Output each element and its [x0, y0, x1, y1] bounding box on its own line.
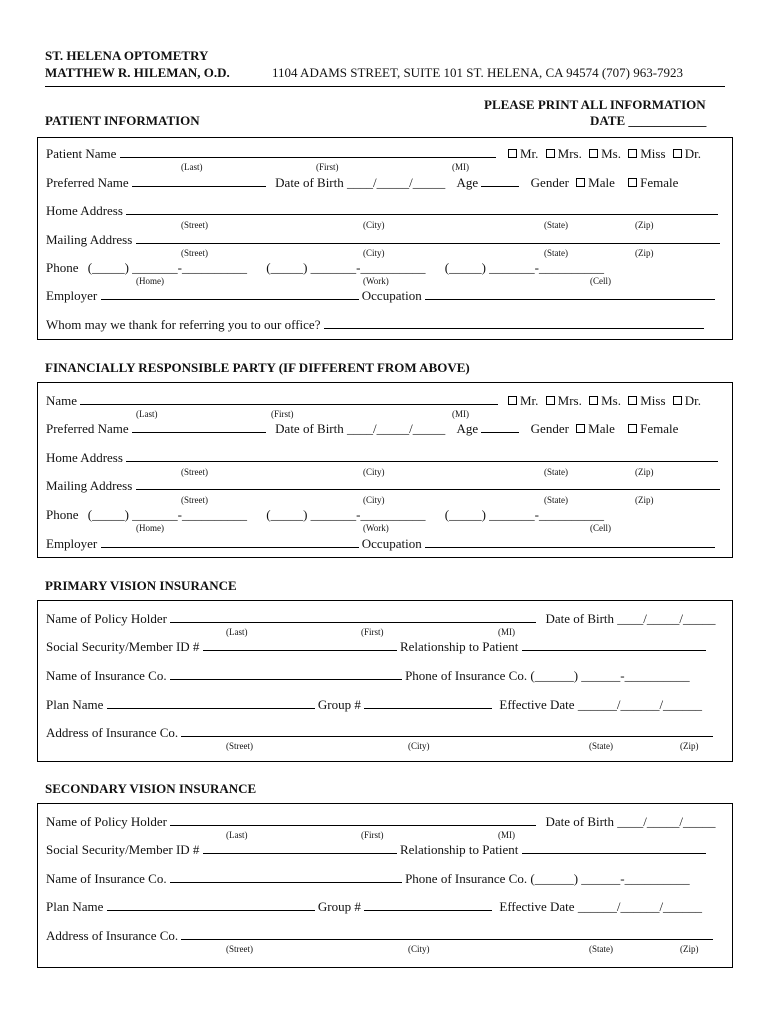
phone-row	[46, 260, 604, 276]
work-phone-field[interactable]: (_____) _______-__________	[266, 260, 426, 275]
age-field[interactable]	[481, 421, 519, 433]
ins-dob-label: Date of Birth	[545, 814, 615, 829]
plan-name-field[interactable]	[107, 697, 315, 709]
mr-label: Mr.	[520, 146, 539, 161]
male-label: Male	[588, 421, 615, 436]
mrs-checkbox[interactable]	[546, 149, 555, 158]
state-caption: (State)	[544, 220, 568, 230]
doctor-name: MATTHEW R. HILEMAN, O.D.	[45, 65, 230, 80]
male-checkbox[interactable]	[576, 424, 585, 433]
miss-checkbox[interactable]	[628, 149, 637, 158]
relationship-label: Relationship to Patient	[399, 639, 519, 654]
home-address-row	[46, 203, 718, 219]
dob-label: Date of Birth	[275, 175, 344, 190]
phone-label: Phone	[46, 260, 79, 275]
dr-checkbox[interactable]	[673, 396, 682, 405]
home-caption: (Home)	[136, 276, 164, 286]
last-caption: (Last)	[181, 162, 203, 172]
effective-date-field[interactable]: ______/______/______	[577, 697, 703, 712]
mailing-address-label: Mailing Address	[46, 232, 133, 247]
section-title-primary: PRIMARY VISION INSURANCE	[45, 578, 237, 593]
referral-row	[46, 317, 704, 333]
street-caption: (Street)	[226, 741, 253, 751]
ins-phone-field[interactable]: (______) ______-__________	[530, 871, 690, 886]
state-caption: (State)	[544, 248, 568, 258]
sec-ins-co-row	[46, 871, 690, 887]
ms-label: Ms.	[601, 146, 621, 161]
sec-address-row	[46, 928, 713, 944]
zip-caption: (Zip)	[635, 248, 654, 258]
male-label: Male	[588, 175, 615, 190]
plan-name-label: Plan Name	[46, 697, 104, 712]
first-caption: (First)	[361, 627, 384, 637]
female-checkbox[interactable]	[628, 178, 637, 187]
effective-date-field[interactable]: ______/______/______	[577, 899, 703, 914]
zip-caption: (Zip)	[635, 220, 654, 230]
fin-home-address-row	[46, 450, 718, 466]
practice-address: 1104 ADAMS STREET, SUITE 101 ST. HELENA, CA 94574 (707) 963-7923	[272, 65, 684, 80]
home-address-label: Home Address	[46, 203, 123, 218]
policy-holder-label: Name of Policy Holder	[46, 611, 167, 626]
mi-caption: (MI)	[498, 830, 515, 840]
city-caption: (City)	[408, 944, 430, 954]
preferred-name-label: Preferred Name	[46, 175, 129, 190]
group-label: Group #	[317, 697, 361, 712]
ins-co-label: Name of Insurance Co.	[46, 871, 167, 886]
sec-plan-row	[46, 899, 702, 915]
pri-policy-row	[46, 611, 716, 627]
occupation-field[interactable]	[425, 288, 715, 300]
fin-name-row	[46, 393, 498, 409]
gender-label: Gender	[530, 175, 569, 190]
effective-date-label: Effective Date	[499, 697, 575, 712]
employer-field[interactable]	[101, 288, 359, 300]
policy-holder-label: Name of Policy Holder	[46, 814, 167, 829]
employer-label: Employer	[46, 536, 98, 551]
ins-dob-field[interactable]: ____/_____/_____	[617, 611, 716, 626]
ins-phone-label: Phone of Insurance Co.	[405, 871, 528, 886]
plan-name-label: Plan Name	[46, 899, 104, 914]
age-field[interactable]	[481, 175, 519, 187]
state-caption: (State)	[544, 495, 568, 505]
phone-label: Phone	[46, 507, 79, 522]
group-field[interactable]	[364, 697, 492, 709]
mi-caption: (MI)	[498, 627, 515, 637]
zip-caption: (Zip)	[635, 495, 654, 505]
ins-address-label: Address of Insurance Co.	[46, 928, 179, 943]
work-caption: (Work)	[363, 276, 389, 286]
mailing-address-label: Mailing Address	[46, 478, 133, 493]
dr-label: Dr.	[684, 146, 702, 161]
preferred-name-label: Preferred Name	[46, 421, 129, 436]
fin-name-label: Name	[46, 393, 78, 408]
dr-checkbox[interactable]	[673, 149, 682, 158]
mailing-address-field[interactable]	[136, 232, 720, 244]
plan-name-field[interactable]	[107, 899, 315, 911]
dob-label: Date of Birth	[275, 421, 344, 436]
cell-phone-field[interactable]: (_____) _______-__________	[444, 507, 604, 522]
relationship-field[interactable]	[522, 842, 706, 854]
mrs-label: Mrs.	[557, 393, 582, 408]
ssn-field[interactable]	[203, 639, 397, 651]
cell-caption: (Cell)	[590, 276, 611, 286]
home-address-field[interactable]	[126, 203, 718, 215]
miss-label: Miss	[640, 393, 666, 408]
miss-label: Miss	[640, 146, 666, 161]
mi-caption: (MI)	[452, 409, 469, 419]
employer-field[interactable]	[101, 536, 359, 548]
mailing-address-field[interactable]	[136, 478, 720, 490]
dob-field[interactable]: ____/_____/_____	[347, 175, 446, 190]
patient-title-options	[508, 146, 701, 162]
ms-checkbox[interactable]	[589, 396, 598, 405]
home-phone-field[interactable]: (_____) _______-__________	[87, 507, 247, 522]
sec-policy-row	[46, 814, 716, 830]
fin-preferred-row	[46, 421, 678, 437]
ins-co-field[interactable]	[170, 871, 402, 883]
preferred-name-field[interactable]	[132, 421, 266, 433]
referral-label: Whom may we thank for referring you to our office?	[46, 317, 321, 332]
city-caption: (City)	[363, 467, 385, 477]
male-checkbox[interactable]	[576, 178, 585, 187]
patient-info-box	[37, 137, 733, 340]
ins-dob-field[interactable]: ____/_____/_____	[617, 814, 716, 829]
city-caption: (City)	[363, 220, 385, 230]
section-title-financial: FINANCIALLY RESPONSIBLE PARTY (IF DIFFERENT FROM ABOVE)	[45, 360, 470, 375]
employer-label: Employer	[46, 288, 98, 303]
dob-field[interactable]: ____/_____/_____	[347, 421, 446, 436]
policy-holder-field[interactable]	[170, 814, 536, 826]
state-caption: (State)	[544, 467, 568, 477]
female-label: Female	[640, 175, 679, 190]
first-caption: (First)	[271, 409, 294, 419]
street-caption: (Street)	[181, 495, 208, 505]
group-label: Group #	[317, 899, 361, 914]
mrs-label: Mrs.	[557, 146, 582, 161]
miss-checkbox[interactable]	[628, 396, 637, 405]
ins-address-field[interactable]	[181, 928, 713, 940]
preferred-name-row	[46, 175, 678, 191]
work-caption: (Work)	[363, 523, 389, 533]
street-caption: (Street)	[226, 944, 253, 954]
first-caption: (First)	[361, 830, 384, 840]
mr-label: Mr.	[520, 393, 539, 408]
gender-label: Gender	[530, 421, 569, 436]
home-address-label: Home Address	[46, 450, 123, 465]
first-caption: (First)	[316, 162, 339, 172]
fin-name-field[interactable]	[80, 393, 498, 405]
financial-party-box	[37, 382, 733, 558]
relationship-field[interactable]	[522, 639, 706, 651]
zip-caption: (Zip)	[680, 741, 699, 751]
effective-date-label: Effective Date	[499, 899, 575, 914]
mrs-checkbox[interactable]	[546, 396, 555, 405]
patient-name-label: Patient Name	[46, 146, 117, 161]
policy-holder-field[interactable]	[170, 611, 536, 623]
city-caption: (City)	[363, 248, 385, 258]
cell-phone-field[interactable]: (_____) _______-__________	[444, 260, 604, 275]
practice-name: ST. HELENA OPTOMETRY	[45, 48, 209, 63]
date-field[interactable]: DATE ____________	[590, 113, 707, 128]
print-note: PLEASE PRINT ALL INFORMATION	[484, 97, 706, 112]
patient-name-field[interactable]	[120, 146, 496, 158]
occupation-label: Occupation	[361, 288, 422, 303]
relationship-label: Relationship to Patient	[399, 842, 519, 857]
female-checkbox[interactable]	[628, 424, 637, 433]
occupation-field[interactable]	[425, 536, 715, 548]
home-caption: (Home)	[136, 523, 164, 533]
secondary-insurance-box	[37, 803, 733, 968]
ins-phone-label: Phone of Insurance Co.	[405, 668, 528, 683]
street-caption: (Street)	[181, 467, 208, 477]
mr-checkbox[interactable]	[508, 149, 517, 158]
fin-title-options	[508, 393, 701, 409]
header-divider	[45, 86, 725, 87]
fin-phone-row	[46, 507, 604, 523]
ins-phone-field[interactable]: (______) ______-__________	[530, 668, 690, 683]
fin-employer-row	[46, 536, 715, 552]
ssn-label: Social Security/Member ID #	[46, 639, 200, 654]
work-phone-field[interactable]: (_____) _______-__________	[266, 507, 426, 522]
cell-caption: (Cell)	[590, 523, 611, 533]
pri-ins-co-row	[46, 668, 690, 684]
section-title-patient: PATIENT INFORMATION	[45, 113, 200, 128]
mailing-address-row	[46, 232, 720, 248]
street-caption: (Street)	[181, 220, 208, 230]
fin-mailing-address-row	[46, 478, 720, 494]
home-address-field[interactable]	[126, 450, 718, 462]
mr-checkbox[interactable]	[508, 396, 517, 405]
street-caption: (Street)	[181, 248, 208, 258]
city-caption: (City)	[408, 741, 430, 751]
city-caption: (City)	[363, 495, 385, 505]
pri-address-row	[46, 725, 713, 741]
age-label: Age	[456, 175, 479, 190]
pri-plan-row	[46, 697, 702, 713]
primary-insurance-box	[37, 600, 733, 762]
state-caption: (State)	[589, 944, 613, 954]
home-phone-field[interactable]: (_____) _______-__________	[87, 260, 247, 275]
patient-name-row	[46, 146, 496, 162]
zip-caption: (Zip)	[680, 944, 699, 954]
ssn-label: Social Security/Member ID #	[46, 842, 200, 857]
mi-caption: (MI)	[452, 162, 469, 172]
pri-ssn-row	[46, 639, 706, 655]
ssn-field[interactable]	[203, 842, 397, 854]
sec-ssn-row	[46, 842, 706, 858]
section-title-secondary: SECONDARY VISION INSURANCE	[45, 781, 257, 796]
ms-checkbox[interactable]	[589, 149, 598, 158]
ins-dob-label: Date of Birth	[545, 611, 615, 626]
last-caption: (Last)	[226, 627, 248, 637]
dr-label: Dr.	[684, 393, 702, 408]
ins-address-field[interactable]	[181, 725, 713, 737]
ins-co-label: Name of Insurance Co.	[46, 668, 167, 683]
occupation-label: Occupation	[361, 536, 422, 551]
female-label: Female	[640, 421, 679, 436]
state-caption: (State)	[589, 741, 613, 751]
zip-caption: (Zip)	[635, 467, 654, 477]
last-caption: (Last)	[226, 830, 248, 840]
ms-label: Ms.	[601, 393, 621, 408]
group-field[interactable]	[364, 899, 492, 911]
age-label: Age	[456, 421, 479, 436]
referral-field[interactable]	[324, 317, 704, 329]
ins-co-field[interactable]	[170, 668, 402, 680]
last-caption: (Last)	[136, 409, 158, 419]
employer-row	[46, 288, 715, 304]
ins-address-label: Address of Insurance Co.	[46, 725, 179, 740]
preferred-name-field[interactable]	[132, 175, 266, 187]
